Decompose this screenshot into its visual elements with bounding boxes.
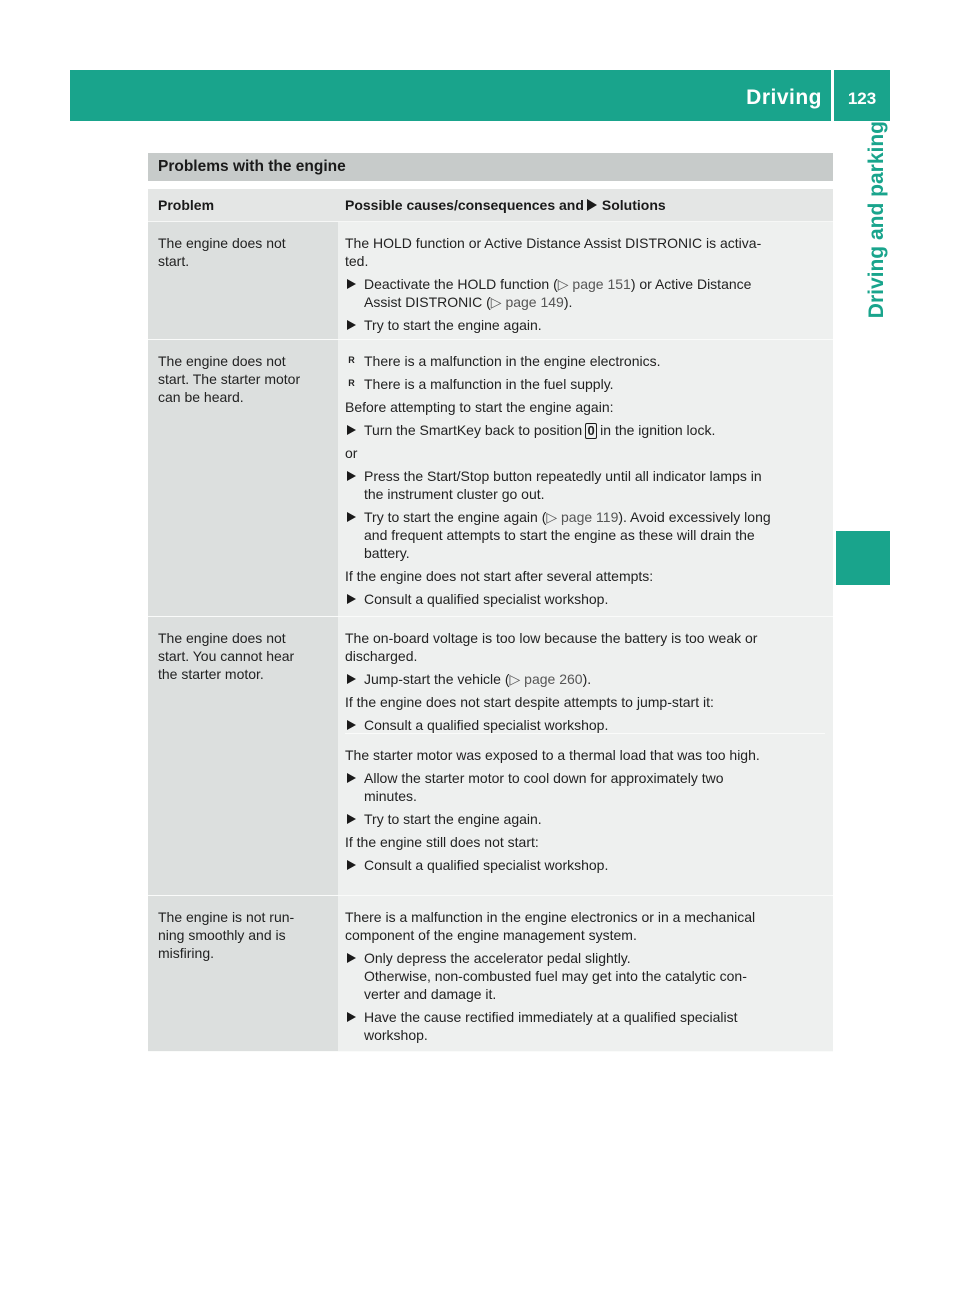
page-reference-link[interactable]: ▷ page 119 — [546, 509, 619, 525]
instruction-text: If the engine does not start despite attempts to jump-start it: — [345, 694, 714, 710]
action-arrow-icon — [347, 674, 356, 684]
action-arrow-icon — [347, 512, 356, 522]
action-arrow-icon — [347, 320, 356, 330]
action-step: Press the Start/Stop button repeatedly until all indicator lamps in the instrument cluster go out. — [345, 467, 825, 503]
table-row — [148, 896, 833, 1052]
header-solutions — [338, 189, 833, 221]
solution-block — [345, 896, 825, 1059]
page-reference-link[interactable]: ▷ page 260 — [509, 671, 583, 687]
action-arrow-icon — [347, 1012, 356, 1022]
section-title: Problems with the engine — [148, 153, 833, 181]
header-section-title: Driving — [746, 86, 822, 109]
problem-cell: The engine does not start. — [148, 222, 338, 339]
cause-text: There is a malfunction in the engine electronics or in a mechanical component of the engine management system. — [345, 909, 756, 943]
header-problem: Problem — [158, 197, 215, 213]
page-number: 123 — [847, 89, 877, 108]
solution-block — [345, 222, 825, 349]
action-step: Try to start the engine again. — [345, 810, 825, 828]
page-reference-link[interactable]: ▷ page 151 — [557, 276, 631, 292]
action-step: Try to start the engine again (▷ page 119). Avoid excessively long and frequent attempts to start the engine as these will drain the battery. — [345, 508, 825, 562]
action-arrow-icon — [347, 471, 356, 481]
side-chapter-tab — [836, 121, 890, 531]
action-step: Try to start the engine again. — [345, 316, 825, 334]
action-step: Allow the starter motor to cool down for approximately two minutes. — [345, 769, 825, 805]
solution-cell — [338, 896, 833, 1051]
action-step: Only depress the accelerator pedal slightly. Otherwise, non-combusted fuel may get into the catalytic con- verter and damage it. — [345, 949, 825, 1003]
problems-table — [148, 189, 833, 1052]
side-chapter-marker — [836, 531, 890, 585]
bullet-r-icon: R — [348, 378, 355, 388]
action-step: Deactivate the HOLD function (▷ page 151) or Active Distance Assist DISTRONIC (▷ page 149). — [345, 275, 825, 311]
action-step: Turn the SmartKey back to position 0 in the ignition lock. — [345, 421, 825, 439]
action-step: Have the cause rectified immediately at a qualified specialist workshop. — [345, 1008, 825, 1044]
solution-cell — [338, 340, 833, 616]
key-position-zero-icon: 0 — [585, 423, 597, 439]
table-header — [148, 189, 833, 222]
header-causes-text: Possible causes/consequences and — [345, 197, 584, 213]
table-row — [148, 222, 833, 340]
action-step: Consult a qualified specialist workshop. — [345, 716, 825, 734]
action-arrow-icon — [347, 720, 356, 730]
table-row — [148, 617, 833, 896]
action-step: Jump-start the vehicle (▷ page 260). — [345, 670, 825, 688]
solution-block — [345, 617, 825, 733]
solution-cell — [338, 222, 833, 339]
action-arrow-icon — [347, 594, 356, 604]
cause-text: The on-board voltage is too low because the battery is too weak or discharged. — [345, 630, 758, 664]
instruction-text: If the engine does not start after several attempts: — [345, 568, 654, 584]
bullet-item: R There is a malfunction in the engine electronics. — [348, 353, 661, 369]
action-step: Consult a qualified specialist workshop. — [345, 856, 825, 874]
cause-text: The starter motor was exposed to a thermal load that was too high. — [345, 747, 760, 763]
solution-block — [345, 733, 825, 889]
or-text: or — [345, 445, 358, 461]
page-header — [70, 70, 890, 121]
problem-cell: The engine does not start. You cannot hear the starter motor. — [148, 617, 338, 895]
side-chapter-label: Driving and parking — [865, 121, 888, 319]
solution-cell — [338, 617, 833, 895]
bullet-item: R There is a malfunction in the fuel supply. — [348, 376, 614, 392]
action-arrow-icon — [587, 199, 597, 211]
cause-text: The HOLD function or Active Distance Assist DISTRONIC is activa- ted. — [345, 235, 762, 269]
action-arrow-icon — [347, 773, 356, 783]
instruction-text: If the engine still does not start: — [345, 834, 539, 850]
page-reference-link[interactable]: ▷ page 149 — [490, 294, 564, 310]
action-arrow-icon — [347, 279, 356, 289]
action-arrow-icon — [347, 814, 356, 824]
header-solutions-text: Solutions — [601, 197, 666, 213]
instruction-text: Before attempting to start the engine again: — [345, 399, 614, 415]
table-row — [148, 340, 833, 617]
action-arrow-icon — [347, 953, 356, 963]
action-arrow-icon — [347, 860, 356, 870]
action-step: Consult a qualified specialist workshop. — [345, 590, 825, 608]
problem-cell: The engine is not run- ning smoothly and is misfiring. — [148, 896, 338, 1051]
solution-block — [345, 340, 825, 623]
action-arrow-icon — [347, 425, 356, 435]
problem-cell: The engine does not start. The starter motor can be heard. — [148, 340, 338, 616]
bullet-r-icon: R — [348, 355, 355, 365]
